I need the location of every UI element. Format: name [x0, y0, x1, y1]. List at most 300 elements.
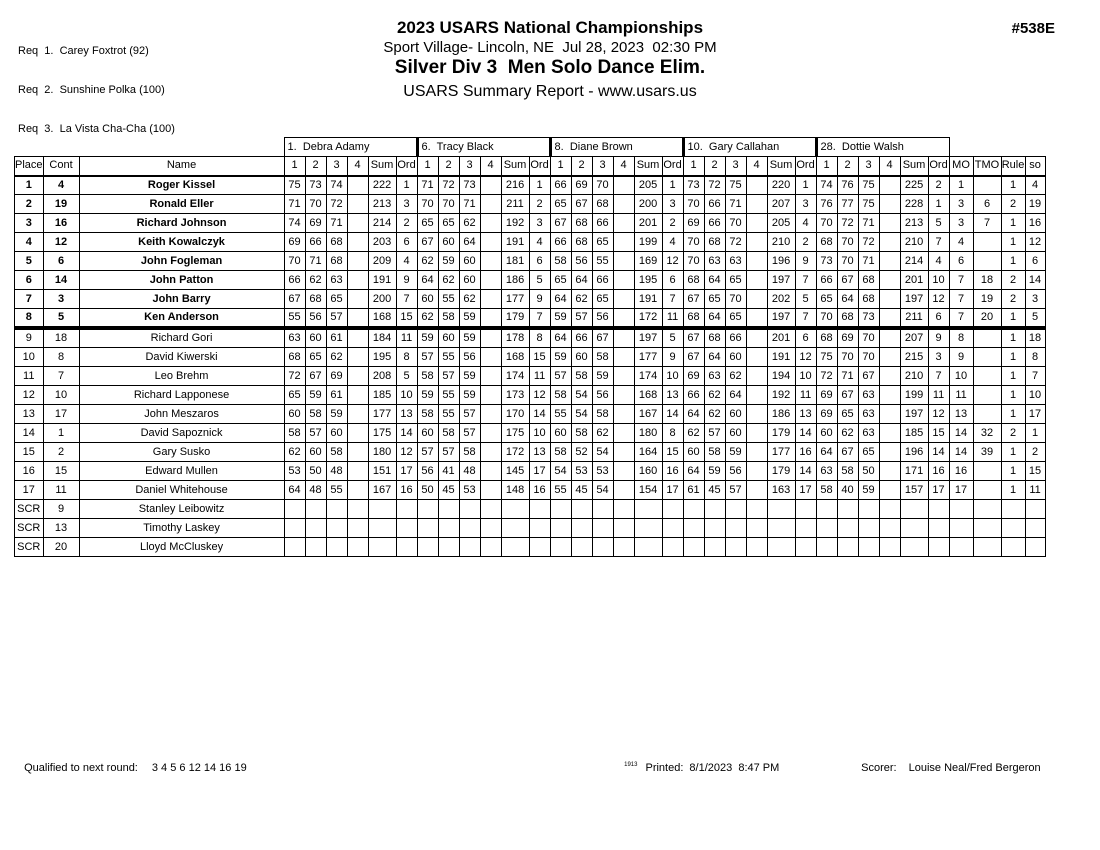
score-cell: 57 [704, 424, 725, 443]
mo-cell: 4 [949, 233, 973, 252]
sum-cell: 179 [767, 424, 795, 443]
rule-cell: 1 [1001, 348, 1025, 367]
rule-cell: 1 [1001, 367, 1025, 386]
judge-name-header: 8. Diane Brown [550, 138, 683, 157]
score-cell: 66 [305, 233, 326, 252]
sum-cell: 197 [900, 405, 928, 424]
cont-cell: 9 [43, 500, 79, 519]
cont-cell: 10 [43, 386, 79, 405]
score-cell: 50 [858, 462, 879, 481]
so-cell: 11 [1025, 481, 1045, 500]
mo-cell: 7 [949, 290, 973, 309]
score-cell [683, 500, 704, 519]
tmo-cell [973, 252, 1001, 271]
ord-cell: 9 [928, 328, 949, 348]
score-col-header: 1 [816, 157, 837, 176]
score-cell: 71 [305, 252, 326, 271]
score-cell [725, 538, 746, 557]
ord-cell: 5 [529, 271, 550, 290]
score-cell [746, 348, 767, 367]
score-cell: 55 [326, 481, 347, 500]
score-cell: 76 [837, 176, 858, 195]
score-cell: 74 [284, 214, 305, 233]
ord-cell: 2 [529, 195, 550, 214]
ord-cell: 7 [396, 290, 417, 309]
sum-cell: 208 [368, 367, 396, 386]
mo-cell: 3 [949, 214, 973, 233]
ord-cell: 1 [928, 195, 949, 214]
score-cell: 58 [417, 405, 438, 424]
scorer-value: Louise Neal/Fred Bergeron [908, 762, 1041, 774]
judge-name-header: 28. Dottie Walsh [816, 138, 949, 157]
score-cell: 57 [305, 424, 326, 443]
ord-cell: 5 [795, 290, 816, 309]
score-cell [746, 309, 767, 329]
score-cell: 69 [816, 386, 837, 405]
ord-cell: 5 [928, 214, 949, 233]
score-cell: 66 [550, 233, 571, 252]
score-cell [417, 519, 438, 538]
score-cell: 57 [571, 309, 592, 329]
scorer-label: Scorer: [861, 762, 897, 774]
score-cell: 65 [858, 443, 879, 462]
score-cell: 59 [459, 309, 480, 329]
cont-cell: 19 [43, 195, 79, 214]
skater-name-cell: Roger Kissel [79, 176, 284, 195]
score-cell: 63 [725, 252, 746, 271]
ord-cell [396, 500, 417, 519]
ord-cell: 10 [795, 367, 816, 386]
score-cell: 56 [592, 309, 613, 329]
ord-cell: 10 [396, 386, 417, 405]
score-cell: 67 [683, 348, 704, 367]
score-cell: 58 [592, 405, 613, 424]
cont-cell: 13 [43, 519, 79, 538]
score-cell: 67 [417, 233, 438, 252]
score-cell: 64 [550, 328, 571, 348]
score-cell [704, 538, 725, 557]
so-cell: 10 [1025, 386, 1045, 405]
ord-cell: 12 [396, 443, 417, 462]
score-cell: 57 [417, 443, 438, 462]
sum-cell: 186 [767, 405, 795, 424]
score-cell: 59 [592, 367, 613, 386]
score-cell: 54 [571, 386, 592, 405]
skater-row [15, 290, 1046, 309]
tmo-cell: 39 [973, 443, 1001, 462]
score-cell [879, 348, 900, 367]
ord-cell: 11 [396, 328, 417, 348]
cont-cell: 5 [43, 309, 79, 329]
sum-cell: 191 [501, 233, 529, 252]
rule-cell [1001, 519, 1025, 538]
score-cell: 58 [459, 443, 480, 462]
sum-cell: 178 [501, 328, 529, 348]
score-col-header: 3 [592, 157, 613, 176]
ord-cell [529, 500, 550, 519]
score-cell [613, 252, 634, 271]
ord-cell: 17 [795, 481, 816, 500]
score-cell [550, 538, 571, 557]
score-cell: 58 [837, 462, 858, 481]
skater-name-cell: Richard Johnson [79, 214, 284, 233]
ord-cell: 3 [662, 195, 683, 214]
cont-cell: 2 [43, 443, 79, 462]
score-cell: 70 [858, 328, 879, 348]
event-title: Silver Div 3 Men Solo Dance Elim. [394, 56, 706, 78]
sum-cell: 194 [767, 367, 795, 386]
place-cell: SCR [15, 519, 44, 538]
ord-cell: 8 [396, 348, 417, 367]
sum-cell: 210 [900, 233, 928, 252]
judge-name-header: 6. Tracy Black [417, 138, 550, 157]
sum-cell: 168 [501, 348, 529, 367]
score-cell: 60 [816, 424, 837, 443]
score-cell: 72 [284, 367, 305, 386]
ord-header: Ord [396, 157, 417, 176]
cont-cell: 20 [43, 538, 79, 557]
score-cell: 60 [725, 424, 746, 443]
score-cell: 70 [837, 252, 858, 271]
score-cell: 63 [858, 386, 879, 405]
skater-name-cell: Keith Kowalczyk [79, 233, 284, 252]
score-cell [347, 519, 368, 538]
score-cell: 63 [858, 405, 879, 424]
score-cell [347, 176, 368, 195]
sum-header: Sum [634, 157, 662, 176]
tmo-cell [973, 538, 1001, 557]
score-cell [347, 214, 368, 233]
score-cell: 55 [284, 309, 305, 329]
score-cell: 66 [592, 214, 613, 233]
sum-cell: 192 [501, 214, 529, 233]
score-cell [879, 462, 900, 481]
sum-cell: 171 [900, 462, 928, 481]
score-cell [480, 405, 501, 424]
score-cell: 75 [816, 348, 837, 367]
ord-cell: 7 [928, 233, 949, 252]
score-cell: 72 [438, 176, 459, 195]
score-cell: 66 [683, 386, 704, 405]
score-col-header: 1 [284, 157, 305, 176]
score-cell [480, 271, 501, 290]
score-cell: 58 [305, 405, 326, 424]
score-cell [480, 233, 501, 252]
skater-row [15, 424, 1046, 443]
score-cell: 58 [816, 481, 837, 500]
ord-cell: 5 [662, 328, 683, 348]
sum-cell: 168 [634, 386, 662, 405]
score-cell: 70 [816, 214, 837, 233]
score-cell: 67 [284, 290, 305, 309]
score-cell: 63 [704, 367, 725, 386]
skater-name-cell: Ronald Eller [79, 195, 284, 214]
mo-cell [949, 538, 973, 557]
judge-header-row [15, 138, 1046, 157]
score-col-header: 3 [725, 157, 746, 176]
sum-cell [501, 500, 529, 519]
score-cell: 63 [326, 271, 347, 290]
score-cell: 70 [816, 309, 837, 329]
skater-row [15, 176, 1046, 195]
sum-cell: 174 [634, 367, 662, 386]
score-col-header: 3 [858, 157, 879, 176]
so-cell: 15 [1025, 462, 1045, 481]
score-cell: 77 [837, 195, 858, 214]
sum-cell: 225 [900, 176, 928, 195]
score-cell: 70 [725, 214, 746, 233]
score-cell: 64 [837, 290, 858, 309]
score-cell: 59 [438, 252, 459, 271]
score-cell: 59 [459, 386, 480, 405]
so-cell: 4 [1025, 176, 1045, 195]
sum-cell: 220 [767, 176, 795, 195]
cont-header: Cont [43, 157, 79, 176]
score-cell: 60 [550, 424, 571, 443]
place-cell: 14 [15, 424, 44, 443]
score-cell [858, 500, 879, 519]
sum-cell [900, 500, 928, 519]
ord-cell: 17 [396, 462, 417, 481]
score-cell [746, 462, 767, 481]
ord-cell: 12 [529, 386, 550, 405]
score-cell: 70 [837, 348, 858, 367]
sum-cell [368, 538, 396, 557]
score-cell: 53 [459, 481, 480, 500]
score-cell: 67 [571, 195, 592, 214]
score-cell: 59 [459, 367, 480, 386]
sum-cell: 197 [634, 328, 662, 348]
mo-cell: 17 [949, 481, 973, 500]
judge-name-header: 1. Debra Adamy [284, 138, 417, 157]
tmo-cell [973, 328, 1001, 348]
cont-cell: 8 [43, 348, 79, 367]
cont-cell: 7 [43, 367, 79, 386]
ord-cell: 15 [662, 443, 683, 462]
rule-cell: 1 [1001, 405, 1025, 424]
score-cell: 69 [284, 233, 305, 252]
score-cell: 54 [592, 481, 613, 500]
place-cell: 4 [15, 233, 44, 252]
score-cell [879, 519, 900, 538]
score-cell: 64 [459, 233, 480, 252]
sum-cell: 177 [501, 290, 529, 309]
sum-cell: 151 [368, 462, 396, 481]
sum-cell: 180 [368, 443, 396, 462]
score-cell: 66 [571, 328, 592, 348]
score-cell [438, 538, 459, 557]
score-cell [879, 367, 900, 386]
score-cell: 66 [725, 328, 746, 348]
sum-cell [501, 519, 529, 538]
ord-cell: 8 [662, 424, 683, 443]
score-col-header: 4 [480, 157, 501, 176]
cont-cell: 6 [43, 252, 79, 271]
score-cell: 75 [858, 195, 879, 214]
score-cell [347, 405, 368, 424]
score-cell [459, 519, 480, 538]
sum-header: Sum [767, 157, 795, 176]
skater-name-cell: John Meszaros [79, 405, 284, 424]
ord-cell: 9 [795, 252, 816, 271]
score-cell: 61 [326, 328, 347, 348]
score-cell: 66 [704, 214, 725, 233]
score-cell [746, 386, 767, 405]
sum-cell: 177 [368, 405, 396, 424]
score-cell: 66 [550, 176, 571, 195]
score-cell: 66 [592, 271, 613, 290]
score-cell: 72 [725, 233, 746, 252]
score-cell: 62 [704, 386, 725, 405]
score-cell: 56 [571, 252, 592, 271]
score-cell: 68 [571, 214, 592, 233]
ord-cell [396, 519, 417, 538]
score-cell: 67 [837, 386, 858, 405]
sum-cell: 179 [501, 309, 529, 329]
score-cell: 73 [858, 309, 879, 329]
score-cell [879, 176, 900, 195]
tmo-cell: 18 [973, 271, 1001, 290]
score-cell: 65 [704, 290, 725, 309]
skater-name-cell: David Kiwerski [79, 348, 284, 367]
score-cell [683, 538, 704, 557]
score-cell: 45 [571, 481, 592, 500]
score-cell [879, 481, 900, 500]
score-cell [816, 538, 837, 557]
score-cell: 70 [284, 252, 305, 271]
ord-cell: 12 [928, 405, 949, 424]
skater-name-cell: David Sapoznick [79, 424, 284, 443]
skater-row [15, 233, 1046, 252]
score-cell: 68 [683, 271, 704, 290]
score-cell [571, 519, 592, 538]
score-cell: 48 [459, 462, 480, 481]
championship-title: 2023 USARS National Championships [396, 18, 704, 37]
ord-cell: 10 [928, 271, 949, 290]
ord-cell: 2 [396, 214, 417, 233]
skater-row [15, 462, 1046, 481]
score-cell [417, 500, 438, 519]
ord-cell [529, 519, 550, 538]
ord-cell: 9 [662, 348, 683, 367]
report-number: #538E [1011, 20, 1055, 37]
ord-cell: 1 [396, 176, 417, 195]
score-cell: 58 [704, 443, 725, 462]
score-cell: 58 [326, 443, 347, 462]
score-cell: 50 [305, 462, 326, 481]
score-cell [746, 176, 767, 195]
ord-cell: 12 [662, 252, 683, 271]
score-cell: 66 [816, 271, 837, 290]
rule-cell: 1 [1001, 309, 1025, 329]
ord-cell: 13 [795, 405, 816, 424]
sum-cell: 205 [634, 176, 662, 195]
sum-cell: 211 [501, 195, 529, 214]
sum-cell: 177 [767, 443, 795, 462]
mo-cell: 7 [949, 271, 973, 290]
score-cell: 64 [550, 290, 571, 309]
so-cell [1025, 500, 1045, 519]
mo-cell: 14 [949, 443, 973, 462]
place-cell: 5 [15, 252, 44, 271]
score-cell: 65 [725, 271, 746, 290]
score-cell: 54 [592, 443, 613, 462]
so-cell: 3 [1025, 290, 1045, 309]
sum-cell: 186 [501, 271, 529, 290]
score-cell: 57 [438, 367, 459, 386]
rule-cell: 1 [1001, 176, 1025, 195]
req-dance-1: Req 1. Carey Foxtrot (92) [18, 45, 149, 57]
sum-cell: 164 [634, 443, 662, 462]
score-cell: 64 [683, 405, 704, 424]
ord-cell [928, 500, 949, 519]
qualified-numbers: 3 4 5 6 12 14 16 19 [151, 762, 247, 774]
score-cell: 68 [816, 328, 837, 348]
score-cell: 55 [438, 386, 459, 405]
ord-cell [662, 519, 683, 538]
mo-cell [949, 500, 973, 519]
sum-header: Sum [501, 157, 529, 176]
score-cell [480, 462, 501, 481]
ord-cell: 15 [396, 309, 417, 329]
score-col-header: 3 [326, 157, 347, 176]
score-col-header: 3 [459, 157, 480, 176]
rule-cell: 1 [1001, 233, 1025, 252]
score-cell: 70 [725, 290, 746, 309]
ord-cell [928, 538, 949, 557]
score-col-header: 2 [305, 157, 326, 176]
sum-cell: 200 [634, 195, 662, 214]
skater-name-cell: John Barry [79, 290, 284, 309]
score-cell [879, 271, 900, 290]
score-cell: 62 [417, 252, 438, 271]
score-cell [347, 271, 368, 290]
judge-name-header: 10. Gary Callahan [683, 138, 816, 157]
sum-cell [900, 519, 928, 538]
mo-cell: 10 [949, 367, 973, 386]
skater-row [15, 252, 1046, 271]
place-cell: 10 [15, 348, 44, 367]
score-cell [480, 424, 501, 443]
ord-cell [795, 519, 816, 538]
skater-row [15, 195, 1046, 214]
rule-cell: 1 [1001, 328, 1025, 348]
ord-header: Ord [928, 157, 949, 176]
score-cell [613, 386, 634, 405]
score-cell: 65 [550, 195, 571, 214]
skater-name-cell: Richard Lapponese [79, 386, 284, 405]
score-cell: 70 [683, 195, 704, 214]
score-cell [613, 481, 634, 500]
rule-header: Rule [1001, 157, 1025, 176]
score-cell: 64 [704, 348, 725, 367]
score-cell: 40 [837, 481, 858, 500]
tmo-header: TMO [973, 157, 1001, 176]
score-cell [480, 367, 501, 386]
score-col-header: 2 [571, 157, 592, 176]
tmo-cell: 7 [973, 214, 1001, 233]
sum-cell: 179 [767, 462, 795, 481]
score-cell: 68 [837, 309, 858, 329]
ord-cell: 2 [928, 176, 949, 195]
score-cell [725, 519, 746, 538]
score-col-header: 2 [704, 157, 725, 176]
score-cell [746, 252, 767, 271]
so-cell: 5 [1025, 309, 1045, 329]
sum-cell: 196 [767, 252, 795, 271]
ord-cell: 15 [928, 424, 949, 443]
tmo-cell [973, 519, 1001, 538]
